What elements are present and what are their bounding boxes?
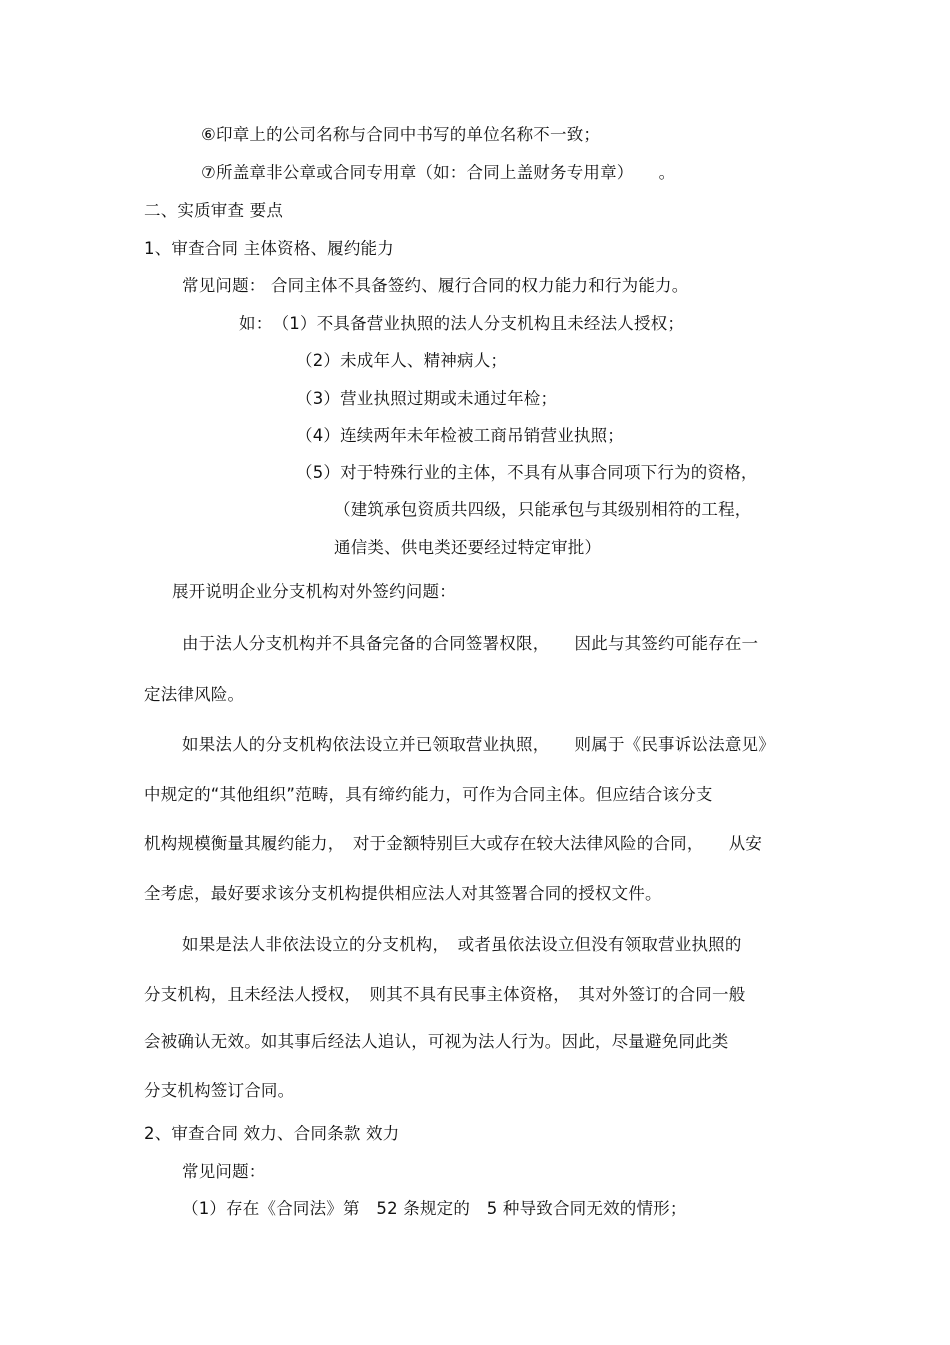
text-line: 常见问题： <box>182 1162 266 1181</box>
paragraph-line: 如果是法人非依法设立的分支机构， 或者虽依法设立但没有领取营业执照的 <box>182 935 742 954</box>
paragraph-line: 中规定的“其他组织”范畴，具有缔约能力，可作为合同主体。但应结合该分支 <box>144 785 713 804</box>
paragraph-line: 定法律风险。 <box>144 685 245 704</box>
paragraph-line: 由于法人分支机构并不具备完备的合同签署权限， 因此与其签约可能存在一 <box>182 634 759 653</box>
list-item-note: （建筑承包资质共四级，只能承包与其级别相符的工程， <box>334 500 752 519</box>
text-line: 展开说明企业分支机构对外签约问题： <box>172 582 456 601</box>
list-item: （1）存在《合同法》第 52 条规定的 5 种导致合同无效的情形； <box>182 1199 687 1218</box>
text-line: 常见问题： 合同主体不具备签约、履行合同的权力能力和行为能力。 <box>182 276 689 295</box>
paragraph-line: 全考虑，最好要求该分支机构提供相应法人对其签署合同的授权文件。 <box>144 884 662 903</box>
paragraph-line: 分支机构，且未经法人授权， 则其不具有民事主体资格， 其对外签订的合同一般 <box>144 985 746 1004</box>
subsection-heading: 1、审查合同 主体资格、履约能力 <box>144 239 394 258</box>
text-line: ⑥印章上的公司名称与合同中书写的单位名称不一致； <box>201 125 601 144</box>
paragraph-line: 分支机构签订合同。 <box>144 1081 295 1100</box>
paragraph-line: 机构规模衡量其履约能力， 对于金额特别巨大或存在较大法律风险的合同， 从安 <box>144 834 763 853</box>
paragraph-line: 如果法人的分支机构依法设立并已领取营业执照， 则属于《民事诉讼法意见》 <box>182 735 775 754</box>
paragraph-line: 会被确认无效。如其事后经法人追认，可视为法人行为。因此，尽量避免同此类 <box>144 1032 729 1051</box>
subsection-heading: 2、审查合同 效力、合同条款 效力 <box>144 1124 400 1143</box>
section-heading: 二、实质审查 要点 <box>144 201 284 220</box>
list-item: （5）对于特殊行业的主体，不具有从事合同项下行为的资格， <box>296 463 758 482</box>
list-item: （4）连续两年未年检被工商吊销营业执照； <box>296 426 624 445</box>
list-item: （3）营业执照过期或未通过年检； <box>296 389 558 408</box>
list-item: 如： （1）不具备营业执照的法人分支机构且未经法人授权； <box>239 314 685 333</box>
text-line: ⑦所盖章非公章或合同专用章（如：合同上盖财务专用章） 。 <box>201 163 676 182</box>
list-item-note: 通信类、供电类还要经过特定审批） <box>334 538 602 557</box>
list-item: （2）未成年人、精神病人； <box>296 351 508 370</box>
